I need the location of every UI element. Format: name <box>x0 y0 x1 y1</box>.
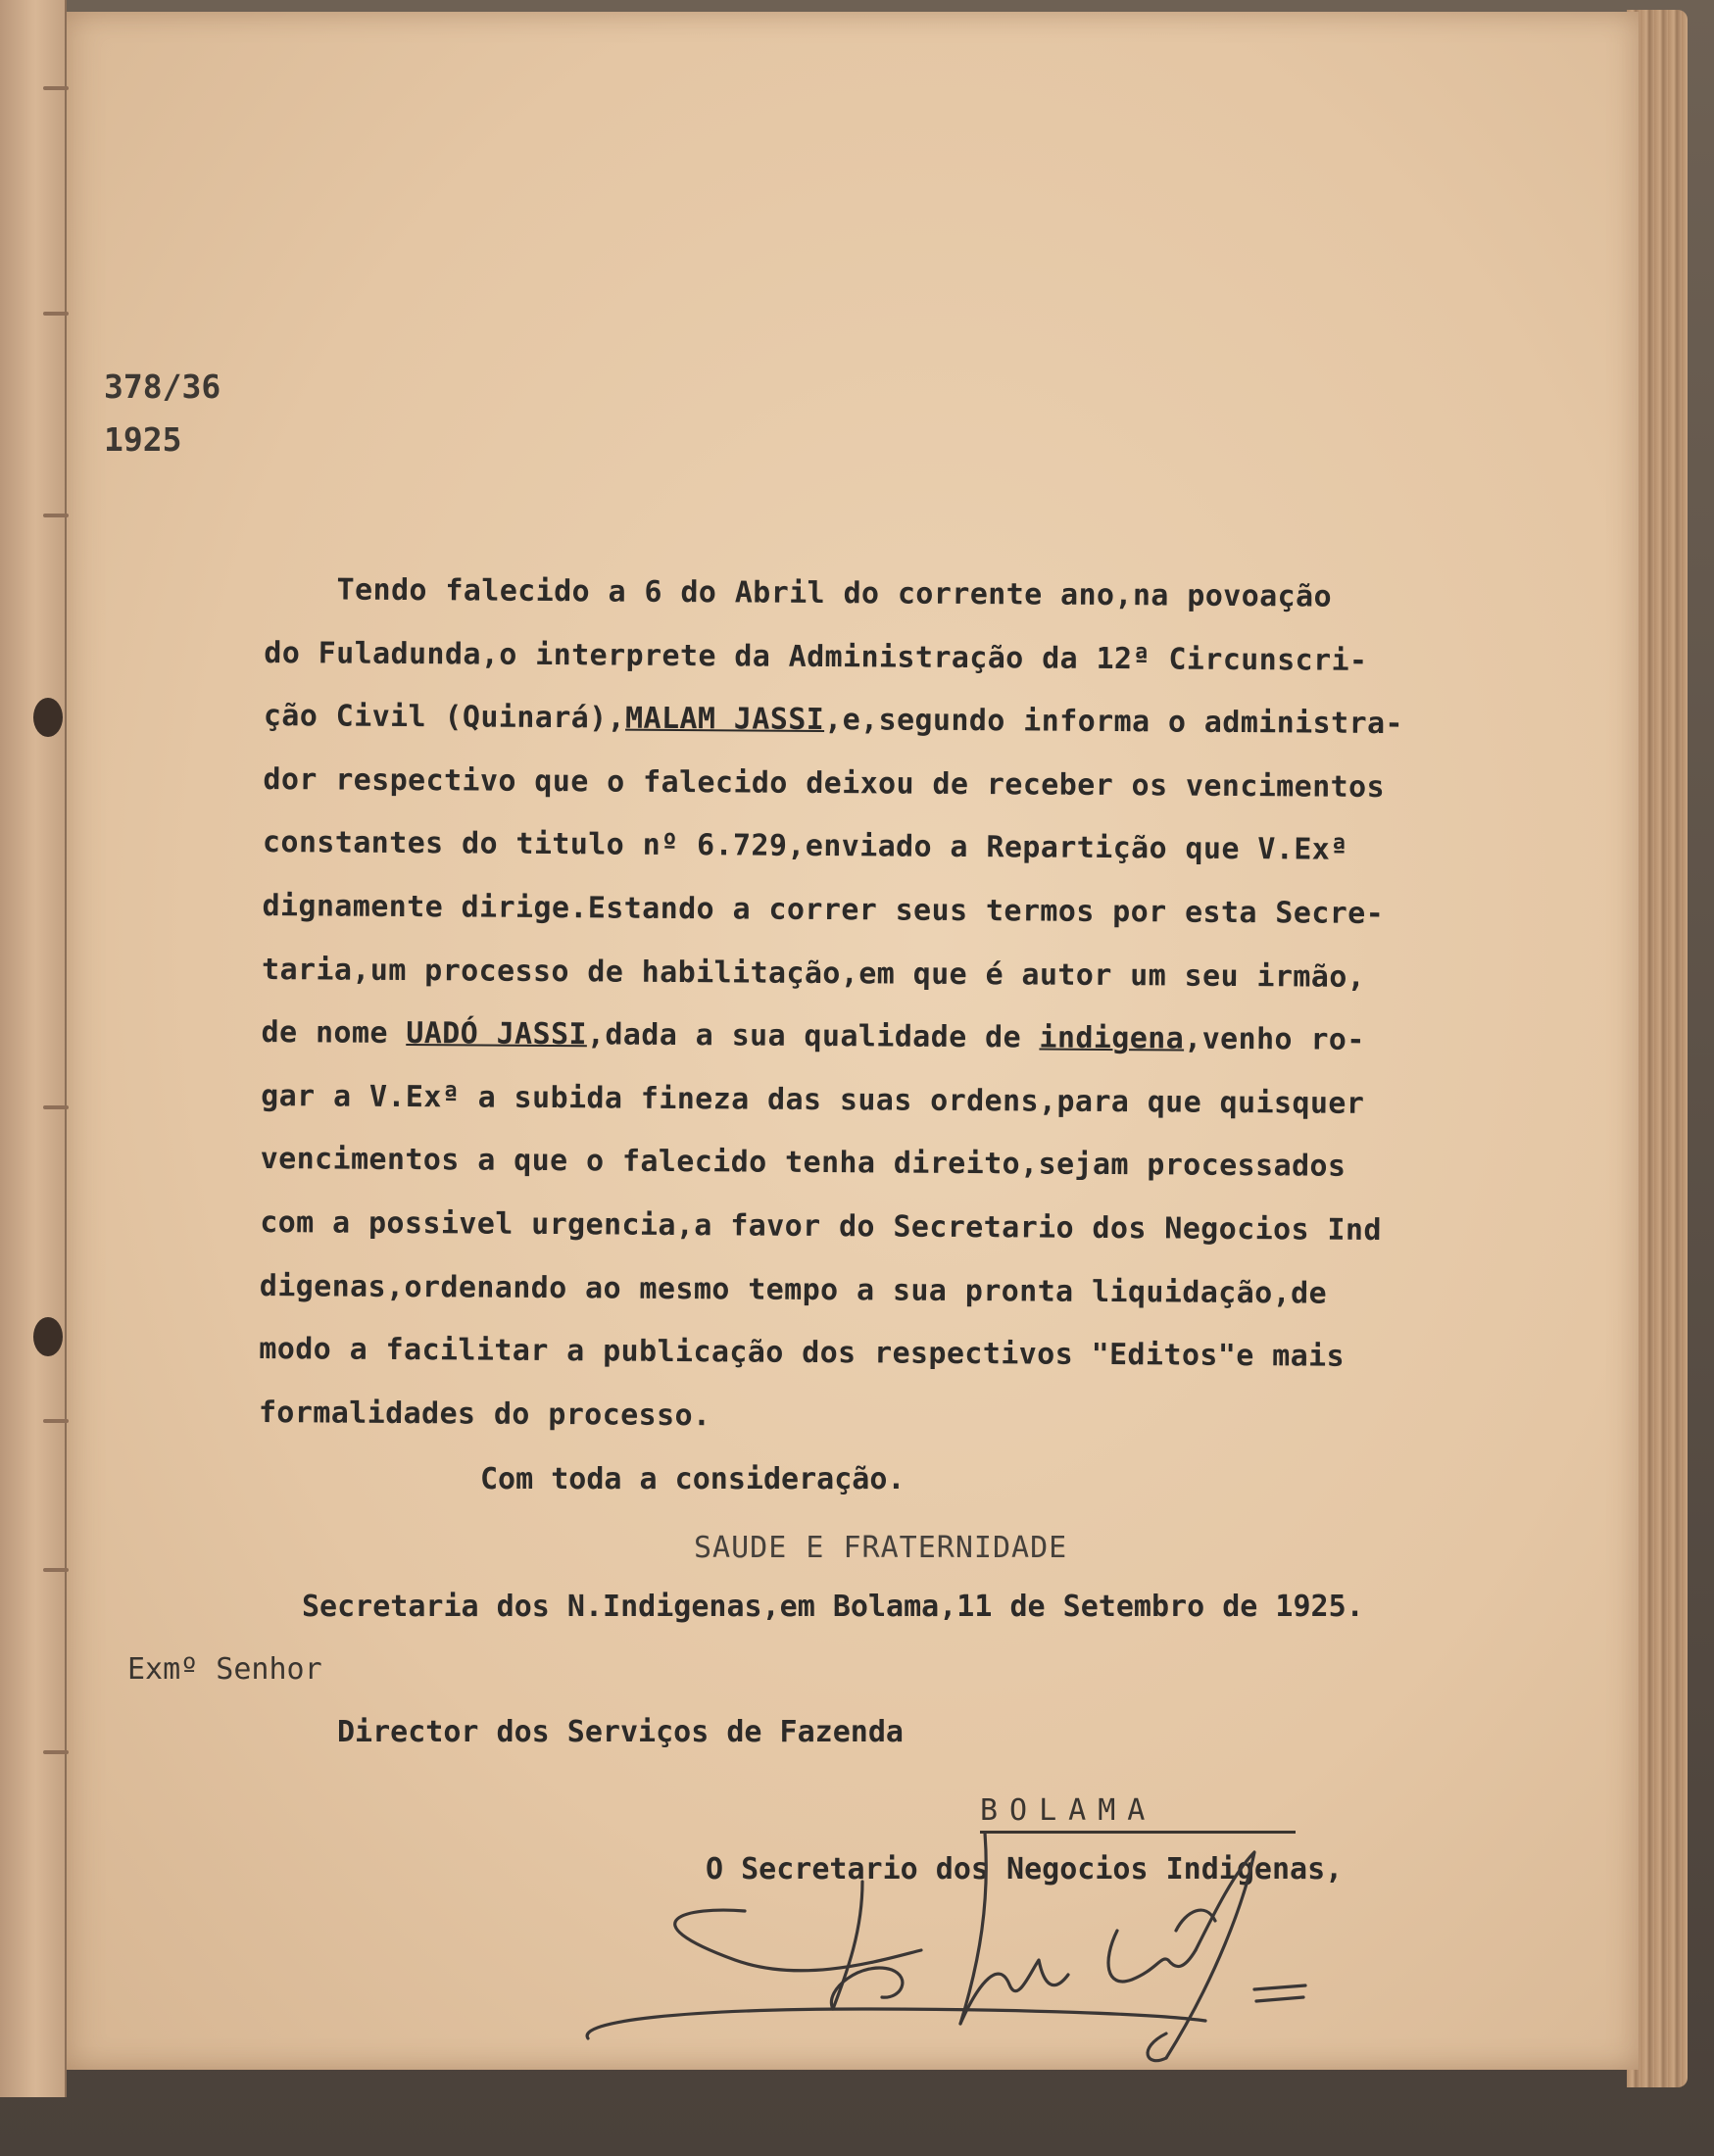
dateline: Secretaria dos N.Indigenas,em Bolama,11 de Setembro de 1925. <box>302 1590 1364 1624</box>
underlined-term: MALAM JASSI <box>624 701 825 738</box>
body-line: Tendo falecido a 6 do Abril do corrente ano,na povoação <box>264 571 1333 614</box>
binding-stitch <box>43 514 69 517</box>
body-line: dor respectivo que o falecido deixou de receber os vencimentos <box>263 761 1386 805</box>
body-line <box>264 685 1577 758</box>
body-line: vencimentos a que o falecido tenha direito,sejam processados <box>260 1142 1347 1185</box>
line-segment: ,dada a sua qualidade de <box>586 1017 1040 1055</box>
body-line: taria,um processo de habilitação,em que é autor um seu irmão, <box>261 952 1366 995</box>
punch-hole <box>33 698 63 737</box>
body-line: gar a V.Exª a subida fineza das suas ordens,para que quisquer <box>261 1078 1365 1121</box>
reference-year: 1925 <box>104 420 182 459</box>
line-segment: de nome <box>261 1015 407 1052</box>
line-segment: ,venho ro- <box>1184 1021 1365 1058</box>
body-line <box>261 1002 1574 1074</box>
letter-body <box>259 559 1578 1454</box>
body-line: digenas,ordenando ao mesmo tempo a sua pronta liquidação,de <box>259 1268 1328 1311</box>
underlined-term: UADÓ JASSI <box>406 1016 588 1053</box>
place-name: BOLAMA <box>980 1793 1157 1828</box>
body-line: formalidades do processo. <box>258 1395 711 1433</box>
body-line: com a possivel urgencia,a favor do Secretario dos Negocios Ind <box>260 1204 1382 1248</box>
salutation: Exmº Senhor <box>127 1652 322 1687</box>
reference-number: 378/36 <box>104 368 221 406</box>
binding-stitch <box>43 312 69 316</box>
body-line: modo a facilitar a publicação dos respectivos "Editos"e mais <box>259 1332 1346 1374</box>
signer-title: O Secretario dos Negocios Indigenas, <box>706 1852 1344 1886</box>
reference-block <box>104 361 220 466</box>
motto: SAUDE E FRATERNIDADE <box>694 1531 1068 1565</box>
binding-stitch <box>43 1568 69 1572</box>
underlined-term: indigena <box>1039 1020 1185 1056</box>
body-line-text <box>262 1015 1365 1057</box>
binding-stitch <box>43 86 69 90</box>
body-line: constantes do titulo nº 6.729,enviado a Repartição que V.Exª <box>262 825 1348 868</box>
handwritten-signature <box>568 1813 1372 2068</box>
body-line-text <box>264 699 1403 741</box>
binding-stitch <box>43 1419 69 1423</box>
binding-stitch <box>43 1750 69 1754</box>
binding-stitch <box>43 1105 69 1109</box>
body-line: do Fuladunda,o interprete da Administração da 12ª Circunscri- <box>264 635 1368 678</box>
body-line: dignamente dirige.Estando a correr seus termos por esta Secre- <box>262 888 1385 931</box>
punch-hole <box>33 1317 63 1356</box>
closing-line: Com toda a consideração. <box>480 1462 906 1496</box>
recipient: Director dos Serviços de Fazenda <box>337 1715 904 1749</box>
line-segment: ção Civil (Quinará), <box>263 699 626 736</box>
line-segment: ,e,segundo informa o administra- <box>824 703 1404 742</box>
